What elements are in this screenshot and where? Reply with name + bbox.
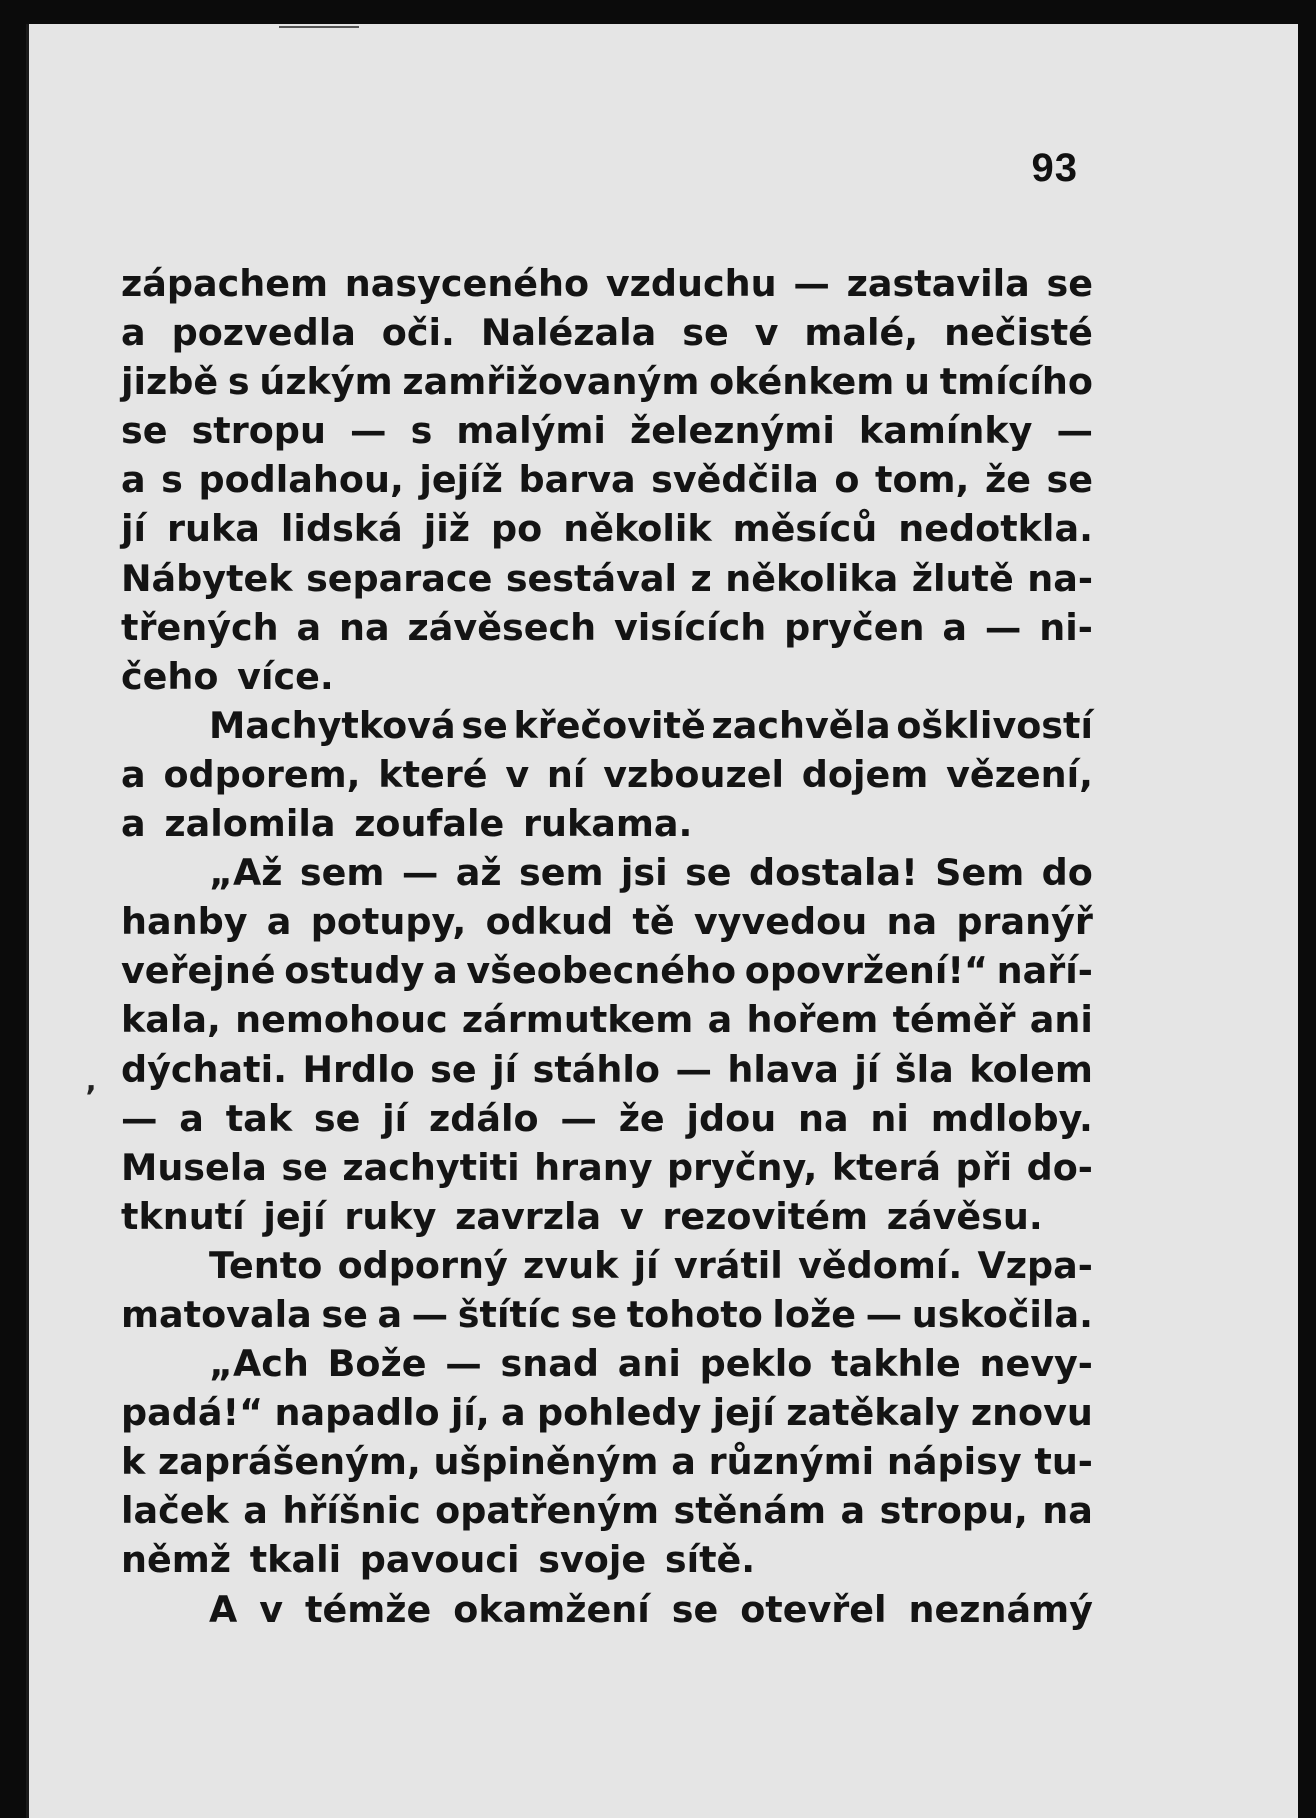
text-line: Nábytek separace sestával z několika žlutě na- [121,556,1093,600]
text-line: zápachem nasyceného vzduchu — zastavila se [121,262,1093,305]
text-line: veřejné ostudy a všeobecného opovržení!“ naří- [121,949,1093,993]
text-line: čeho více. [121,654,334,698]
text-line: jizbě s úzkým zamřižovaným okénkem u tmícího [121,360,1093,404]
text-line: A v témže okamžení se otevřel neznámý [209,1587,1093,1631]
text-line: a pozvedla oči. Nalézala se v malé, nečisté [121,311,1093,355]
text-line: se stropu — s malými železnými kamínky — [121,409,1093,453]
text-line: laček a hříšnic opatřeným stěnám a stropu, na [121,1489,1093,1533]
text-line: němž tkali pavouci svoje sítě. [121,1538,756,1582]
text-line: „Až sem — až sem jsi se dostala! Sem do [209,851,1093,895]
text-line: matovala se a — štítíc se tohoto lože — uskočila. [121,1292,1093,1336]
text-line: Musela se zachytiti hrany pryčny, která při do- [121,1145,1093,1189]
text-line: k zaprášeným, ušpiněným a různými nápisy tu- [121,1440,1093,1484]
text-line: „Ach Bože — snad ani peklo takhle nevy- [209,1342,1093,1386]
text-line: kala, nemohouc zármutkem a hořem téměř ani [121,998,1093,1042]
text-line: třených a na závěsech visících pryčen a — ni- [121,605,1093,649]
margin-mark: ‚ [85,1064,97,1099]
body-text [121,259,1093,1634]
top-rule [279,26,359,28]
text-line: hanby a potupy, odkud tě vyvedou na pranýř [121,900,1093,944]
text-line: a s podlahou, jejíž barva svědčila o tom, že se [121,458,1093,502]
text-line: padá!“ napadlo jí, a pohledy její zatěkaly znovu [121,1391,1093,1435]
page-number: 93 [1031,146,1078,190]
text-line: a zalomila zoufale rukama. [121,802,693,846]
text-line: Tento odporný zvuk jí vrátil vědomí. Vzpa- [209,1243,1093,1287]
text-line: tknutí její ruky zavrzla v rezovitém závěsu. [121,1194,1043,1238]
text-line: jí ruka lidská již po několik měsíců nedotkla. [121,507,1093,551]
text-line: a odporem, které v ní vzbouzel dojem vězení, [121,752,1093,796]
text-line: — a tak se jí zdálo — že jdou na ni mdloby. [121,1096,1093,1140]
text-line: dýchati. Hrdlo se jí stáhlo — hlava jí šla kolem [121,1047,1093,1091]
book-page [26,24,1298,1818]
text-line: Machytková se křečovitě zachvěla ošklivostí [209,703,1093,747]
